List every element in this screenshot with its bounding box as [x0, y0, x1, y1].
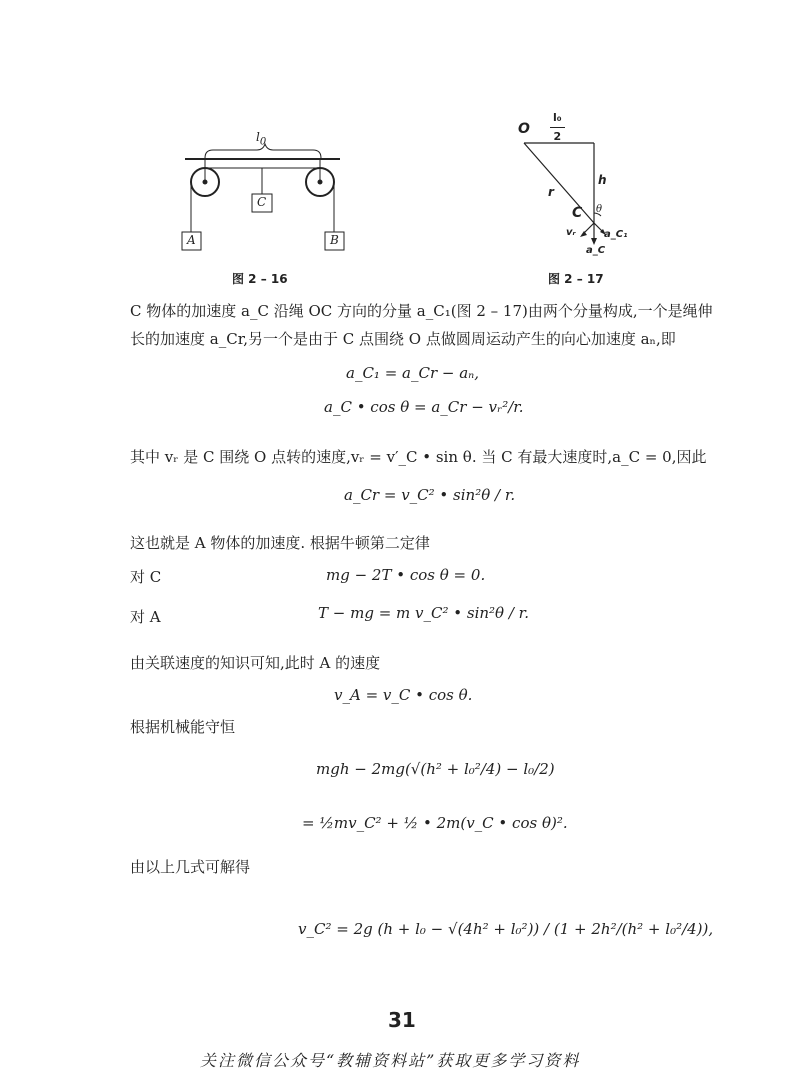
paragraph-3: 这也就是 A 物体的加速度. 根据牛顿第二定律 — [130, 534, 430, 552]
figure-2-16 — [180, 128, 350, 258]
label-c: C — [257, 195, 267, 209]
figure-2-17 — [510, 105, 630, 260]
label-for-a: 对 A — [130, 608, 161, 626]
label-h: h — [598, 173, 607, 187]
label-for-c: 对 C — [130, 568, 162, 586]
label-a: A — [187, 233, 196, 247]
equation-4: mg − 2T • cos θ = 0. — [326, 566, 486, 584]
paragraph-5: 根据机械能守恒 — [130, 718, 236, 736]
label-half-length: $\frac{\text{l₀}}{2}$ — [548, 109, 567, 146]
equation-1: a_C₁ = a_Cr − aₙ, — [346, 364, 480, 382]
label-vr: vᵣ — [566, 227, 576, 238]
label-r: r — [548, 185, 554, 199]
equation-2: a_C • cos θ = a_Cr − vᵣ²/r. — [324, 398, 524, 416]
pulley-diagram — [180, 128, 350, 258]
equation-5: T − mg = m v_C² • sin²θ / r. — [318, 604, 529, 622]
label-b: B — [330, 233, 339, 247]
footer-note: 关注微信公众号“教辅资料站”获取更多学习资料 — [200, 1051, 581, 1070]
paragraph-4: 由关联速度的知识可知,此时 A 的速度 — [130, 654, 381, 672]
paragraph-6: 由以上几式可解得 — [130, 858, 251, 876]
equation-8: = ½mv_C² + ½ • 2m(v_C • cos θ)². — [302, 814, 568, 832]
caption-2-17: 图 2 – 17 — [548, 272, 604, 286]
length-label: $l_0$ — [256, 130, 267, 148]
equation-9: v_C² = 2g (h + l₀ − √(4h² + l₀²)) / (1 + 2h²/(h² + l₀²/4)), — [298, 920, 714, 938]
caption-2-16: 图 2 – 16 — [232, 272, 288, 286]
paragraph-1-line-2: 长的加速度 a_Cr,另一个是由于 C 点围绕 O 点做圆周运动产生的向心加速度 aₙ,即 — [130, 330, 676, 348]
equation-3: a_Cr = v_C² • sin²θ / r. — [344, 486, 516, 504]
equation-7: mgh − 2mg(√(h² + l₀²/4) − l₀/2) — [316, 760, 555, 778]
paragraph-1-line-1: C 物体的加速度 a_C 沿绳 OC 方向的分量 a_C₁(图 2 – 17)由两个分量构成,一个是绳伸 — [130, 302, 713, 320]
equation-6: v_A = v_C • cos θ. — [334, 686, 473, 704]
page-number: 31 — [388, 1008, 416, 1032]
label-ac1: a_C₁ — [604, 229, 628, 240]
label-theta: θ — [596, 204, 603, 215]
paragraph-2: 其中 vᵣ 是 C 围绕 O 点转的速度,vᵣ = v′_C • sin θ. 当 C 有最大速度时,a_C = 0,因此 — [130, 448, 707, 466]
label-c: C — [572, 205, 583, 221]
label-ac: a_C — [586, 245, 606, 256]
label-o: O — [518, 121, 530, 137]
